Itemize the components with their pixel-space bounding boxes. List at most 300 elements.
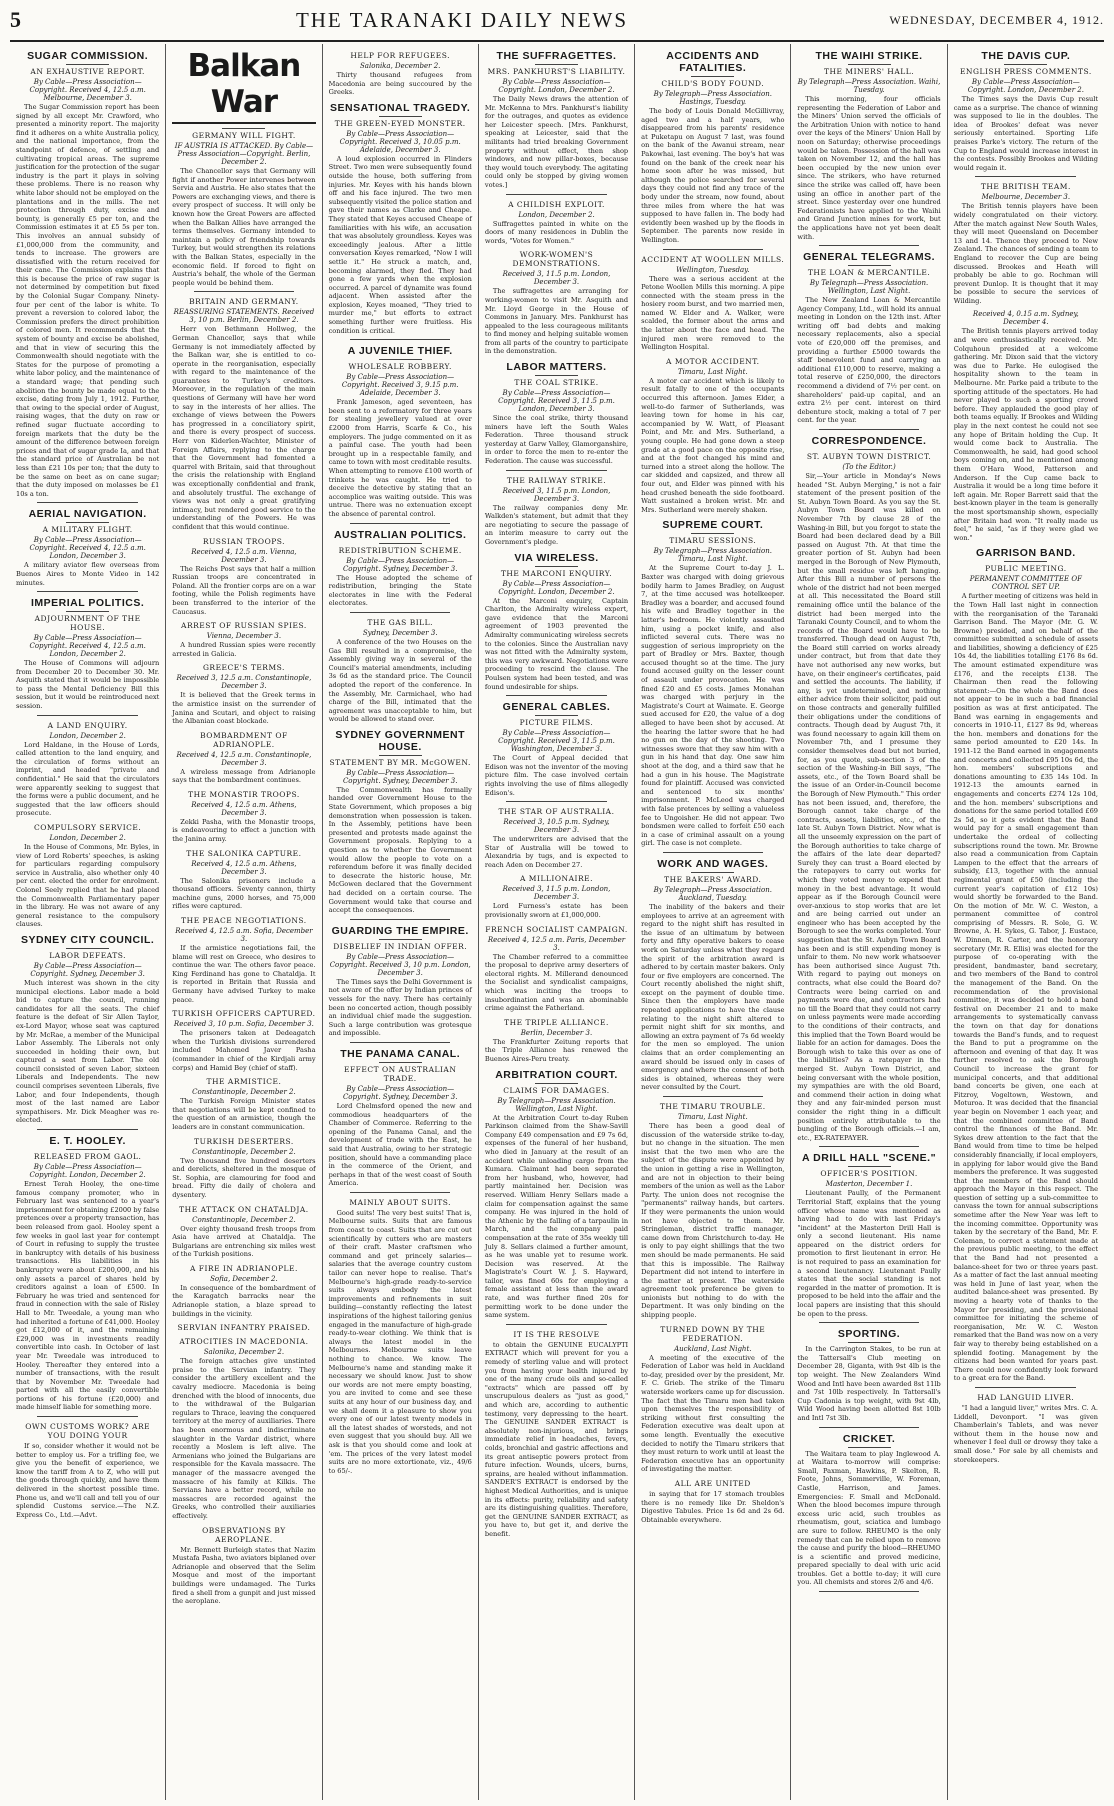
divider [691, 872, 734, 873]
article [16, 934, 159, 1130]
article-body: Frank Jameson, aged seventeen, has been sent to a reformatory for three years for stealing jewellery valued at over £2000 from Harris, Scarfe & Co., his employers. The judge commented on it as a painful case. The youth had been brought up in a respectable family, and came to town with most creditable results. When attempting to remove £100 worth of trinkets he was caught. He tried to deceive the detective by stating that an accomplice was waiting outside. This was untrue. There was no extenuation except the absence of parental control. [328, 398, 472, 518]
article-subheading: OFFICER'S POSITION. [820, 1169, 918, 1179]
article [329, 618, 472, 724]
article-dateline: Wellington, Tuesday. [676, 265, 750, 274]
article-body: The Turkish Foreign Minister states that negotiations will be kept confined to the question of an armistice, though the leaders are in constant communication. [172, 1097, 316, 1131]
article-subheading: A MILITARY FLIGHT. [42, 525, 133, 535]
article-subheading: ARREST OF RUSSIAN SPIES. [181, 621, 307, 631]
article [16, 1422, 159, 1519]
article-headline: Balkan War [172, 48, 315, 124]
article [954, 547, 1098, 1388]
article-headline: THE WAIHI STRIKE. [815, 50, 923, 62]
article-body: There was a serious accident at the Petone Woollen Mills this morning. A pipe connected with the steam press in the hosiery room burst, and two married men, named W. Elder and A. Walker, were scalded, the former about the arms and the latter about the face and head. The injured men were removed to the Wellington Hospital. [641, 274, 785, 352]
article [172, 790, 315, 844]
article-headline: AUSTRALIAN POLITICS. [333, 528, 467, 541]
divider [848, 1447, 891, 1448]
column-2 [166, 44, 322, 1800]
article-subheading: ACCIDENT AT WOOLLEN MILLS. [641, 254, 785, 264]
article-body: A military aviator flew overseas from Buenos Aires to Monte Video in 142 minutes. [16, 561, 160, 587]
article-divider [663, 852, 763, 853]
article-subheading: THE STAR OF AUSTRALIA. [498, 807, 615, 817]
article [485, 925, 628, 1013]
article-headline: GUARDING THE EMPIRE. [331, 924, 469, 937]
article-body: The underwriters are advised that the Star of Australia will be towed to Alexandria by tugs, and is expected to reach Aden on December 27. [484, 835, 629, 869]
article-subheading: BOMBARDMENT OF ADRIANOPLE. [200, 730, 288, 749]
article-divider [975, 176, 1076, 177]
divider [66, 522, 109, 523]
article [16, 721, 159, 818]
article-dateline: By Telegraph—Press Association. Wellington, Last Night. [809, 279, 929, 296]
article-body: At the Supreme Court to-day J. L. Baxter was charged with doing grievous bodily harm to James Bradley, on August 7, at the time accused was hotelkeeper. Bradley was a boarder, and accused found his wife and Bradley together in the latter's bedroom. He violently assaulted him, using a pocket knife, and also inflicted several cuts. There was no suggestion of serious impropriety on the part of Bradley or Mrs. Baxter, though accused thought so at the time. The jury found accused guilty on the lesser count of assault under provocation. He was fined £20 and £5 costs. James Monahan was charged with perjury in the Magistrate's Court at Waimate. E. George sued accused for £20, the value of a dog alleged to have been shot by accused. At the hearing the latter swore that he had no gun on the day of the shooting. Two witnesses swore that they saw him with a gun in his hand that day. One saw him shoot at the dog, and a third saw that he had a gun in his house. The Magistrate found for plaintiff. Accused was convicted and sentenced to six months' imprisonment. P. McLeod was charged with false pretences by selling a valueless fee to Ungoisher. He did not appear. Two bondsmen were called to forfeit £50 each in a case of criminal assault on a young girl. The case is not complete. [641, 564, 785, 848]
article-divider [37, 1129, 137, 1130]
article-dateline: By Cable—Press Association—Copyright. Received 4, 12.5 a.m. London, December 3. [29, 536, 146, 561]
article-headline: SENSATIONAL TRAGEDY. [330, 101, 471, 114]
article-body: The Daily News draws the attention of Mr. McKenna to Mrs. Pankhurst's liability for the outrages, and quotes as evidence her Leicester speech. [Mrs. Pankhurst, speaking at Leicester, said that the militants had tried breaking Government property without effect, then shop windows, and now pillar-boxes, because they would touch everybody. The agitating could only be stopped by giving women votes.] [484, 95, 629, 189]
article-body: This morning, four officials representing the Federation of Labor and the Miners' Union served the officials of the Arbitration Union with notice to hand over the keys of the Miners' Union Hall by noon on Saturday; otherwise proceedings would be taken. Possession of the hall was taken on November 12, and the hall has been occupied by the new union ever since. The strikers, who have returned since the strike was called off, have been using an office in another part of the street. Since yesterday over one hundred Federationists have applied to the Waihi and Grand Junction mines for work, but the applications have not yet been dealt with. [797, 95, 941, 241]
article-subheading: EFFECT ON AUSTRALIAN TRADE. [343, 1064, 457, 1083]
divider [691, 76, 734, 77]
article-headline: GARRISON BAND. [975, 547, 1076, 560]
article-dateline: Received 4, 12.5 a.m. Constantinople, December 3. [176, 750, 312, 767]
article-subheading: WHOLESALE ROBBERY. [348, 362, 452, 372]
article-body: In the Carrington Stakes, to be run at the Tattersall's Club meeting on December 28, Giganta, with 9st 4lb is the top weight. The New Zealanders Wind Wood and Intl have been awarded 8st 11lb and 7st 10lb respectively. In Tattersall's Cup Cadonia is top weight, with 9st 4lb, Wild Wood having been allotted 8st 10lb and Intl 7st 3lb. [797, 1345, 941, 1422]
article [172, 297, 315, 531]
article-body: Thirty thousand refugees from Macedonia are being succoured by the Greeks. [328, 71, 472, 97]
article-dateline: Masterton, December 1. [825, 1180, 913, 1189]
article-subheading: STATEMENT BY MR. McGOWEN. [329, 757, 471, 767]
article-dateline: Timaru, Last Night. [677, 1113, 748, 1121]
article-headline: SPORTING. [837, 1328, 901, 1341]
article-subheading: DISBELIEF IN INDIAN OFFER. [333, 941, 468, 951]
article [329, 345, 472, 523]
article [16, 823, 159, 929]
article-headline: WORK AND WAGES. [657, 857, 769, 870]
divider [535, 1083, 578, 1084]
article-dateline: Received 3, 11.5 p.m. London, December 3. [502, 885, 611, 902]
article-subheading: A MOTOR ACCIDENT. [666, 356, 760, 366]
article-dateline: Received 3, 10 p.m. Sofia, December 3. [173, 1020, 314, 1029]
divider [535, 375, 578, 376]
article [485, 50, 628, 195]
article-dateline: By Cable—Press Association—Copyright. Received 4, 12.5 a.m. London, December 2. [29, 634, 146, 659]
article-headline: SYDNEY CITY COUNCIL. [20, 933, 155, 946]
article-subheading: THE MINERS' HALL. [824, 67, 915, 76]
article-body: The House adopted the scheme of redistribution, bringing the State electorates in line with the Federal electorates. [328, 573, 472, 608]
article-body: The Chamber referred to a committee the proposal to deprive army deserters of electoral rights. M. Millerand denounced the Socialist and syndicalist campaigns, which was inciting the troops to insubordination and was an abominable crime against the Fatherland. [484, 952, 629, 1013]
article [485, 1069, 628, 1325]
article-subheading: ST. AUBYN TOWN DISTRICT. [806, 452, 932, 461]
article-dateline: Constantinople, December 2. [192, 1147, 296, 1156]
article-body: The railway companies deny Mr. Walkden's statement, but admit that they are negotiating to secure the passage of an interim measure to carry out the Government's pledge. [484, 503, 629, 546]
article-subheading: A CHILDISH EXPLOIT. [508, 199, 605, 209]
article-headline: CRICKET. [842, 1432, 896, 1445]
article-body: Over eighty thousand fresh troops from Asia have arrived at Chataldja. The Bulgarians are entrenching six miles west of the Turkish positions. [172, 1224, 316, 1259]
article-dateline: Received 4, 0.15 a.m. Sydney, December 4. [972, 310, 1079, 327]
article-divider [350, 612, 450, 613]
divider [848, 265, 891, 266]
article-dateline: By Cable—Press Association—Copyright. London, December 2. [498, 78, 615, 94]
article-dateline: By Telegraph—Press Association. Hastings, Tuesday. [653, 90, 772, 106]
divider [379, 1062, 422, 1063]
article-body: A motor car accident which is likely to result fatally to one of the occupants occurred this afternoon. James Elder, a well-to-do farmer of Sutherlands, was leaving town for home in his car, accompanied by W. Watt, of Pleasant Point, and Mr. and Mrs. Sutherland, a young couple. He had gone down a steep grade at a good pace on the opposite rise, and at the foot changed his mind and turned into a street along the hollow. The car skidded and capsized, and threw all four out, and Elder was pinned with his head crushed beneath the side footboard. Watt sustained a broken wrist. Mr. and Mrs. Sutherland were merely shaken. [641, 376, 785, 514]
article-subheading: OWN CUSTOMS WORK? ARE YOU DOING YOUR [25, 1422, 151, 1441]
article-dateline: By Cable—Press Association—Copyright. Received 3, 11.5 p.m. London, December 3. [498, 389, 615, 414]
article-headline: IMPERIAL POLITICS. [31, 597, 145, 610]
article-body: The New Zealand Loan & Mercantile Agency Company, Ltd., will hold its annual meeting in London on the 12th inst. After writing off bad debts and making necessary replacements, also a special vote of £20,000 off the premises, and providing a further £5000 towards the staff benevolent fund and carrying an additional £110,000 to reserve, making a total reserve of £250,000, the directors recommend a dividend of 7½ per cent. on shareholders' paid-up capital, and an extra 2½ per cent. interest on third debenture stock, making a total of 7 per cent. for the year. [797, 296, 941, 425]
article-body: In consequence of the bombardment of the Karagatch barracks near the Adrianople station, a blaze spread to buildings in the vicinity. [172, 1283, 316, 1318]
article-subheading: THE MONASTIR TROOPS. [188, 789, 300, 799]
article-body: The foreign attaches give unstinted praise to the Servian infantry. They consider the artillery excellent and the cavalry mediocre. Macedonia is being drenched with the blood of innocents, due to the withdrawal of the Bulgarian regulars to Thrace, leaving the conquered territory at the mercy of auxiliaries. There has been enormous and indiscriminate slaughter in the Vardar district, where recently a Moslem is left alive. The Armenians who joined the Bulgarians are responsible for the Kavala massacre. The manager of the massacre avenged the massacre of his family at Kilkis. The Servians have a better record, while no massacres are recorded against the Greeks, who controlled their auxiliaries effectively. [172, 1357, 316, 1520]
article-dateline: Auckland, Last Night. [674, 1344, 752, 1353]
article-body: The Waitara team to play Inglewood A. at Waitara to-morrow will comprise: Small, Paxman, Hawkins, P. Skelton, R. Foote, Johns, Sommerville, W. Foreman, Castle, Harrison, and James. Emergencies: F. Small and McDonald. When the blood becomes impure through excess uric acid, such troubles as rheumatism, gout, sciatica and lumbago are sure to follow. RHEUMO is the only remedy that can be relied upon to remove the cause and purify the blood—RHEUMO is a scientific and proved medicine, prepared specially to deal with uric acid troubles. Get a bottle to-day; it will cure you. All chemists and stores 2/6 and 4/6. [797, 1449, 941, 1587]
article-dateline: Salonika, December 2. [203, 1348, 285, 1357]
article-divider [975, 1387, 1076, 1388]
article-body: In the House of Commons, Mr. Byles, in view of Lord Roberts' speeches, is asking for particulars regarding compulsory service in Australia, also whether only 40 per cent. elected the order for enrolment. Colonel Seely replied that he had placed the Commonwealth Parliamentary paper in the library. He was not aware of any general resistance to the compulsory clauses. [16, 843, 160, 929]
article-subheading: REDISTRIBUTION SCHEME. [338, 545, 462, 555]
article-subheading: TURKISH DESERTERS. [194, 1136, 294, 1146]
article-body: A conference of the two Houses on the Gas Bill resulted in a compromise, the Assembly giving way in several of the Council's material amendments, including 3s 6d as the standard price. The Council adopted the report of the conference. In the Assembly, Mr. Carmichael, who had charge of the Bill, intimated that the agreement was unacceptable to him, but would be allowed to stand over. [328, 637, 472, 724]
column-3 [323, 44, 479, 1800]
article-body: The British tennis players have been widely congratulated on their victory. After the match against New South Wales, they will meet Queensland on December 13 and 14. Thence they proceed to New Zealand. The chances of sending a team to England to recover the Cup are being discussed. Brookes and Heath will probably be able to go. Rochman will prevent Dunlop. It is thought that it may be possible to secure the services of Wilding. [953, 202, 1098, 305]
article-dateline: By Cable—Press Association—Copyright. Sydney, December 3. [342, 556, 458, 573]
article-dateline: By Cable—Press Association—Copyright. Sydney, December 3. [30, 961, 145, 978]
article [485, 552, 628, 697]
article-divider [663, 1096, 763, 1097]
article-subheading: MRS. PANKHURST'S LIABILITY. [487, 67, 626, 76]
article-subheading: THE BAKERS' AWARD. [664, 874, 762, 884]
article [172, 1337, 315, 1520]
article-divider [37, 502, 137, 503]
article [954, 182, 1098, 305]
article-body: Suffragettes painted in white on the doors of many residences in Dublin the words, "Votes for Women." [484, 219, 629, 245]
divider [691, 533, 734, 534]
article-body: The Salonika prisoners include a thousand officers. Seventy cannon, thirty machine guns, 2000 horses, and 75,000 rifles were captured. [172, 876, 316, 911]
article [16, 508, 159, 592]
article [641, 1325, 784, 1474]
article [797, 251, 940, 430]
article-body: The Times says the Delhi Government is not aware of the offer by Indian princes of vessels for the navy. There has certainly been no concerted action, though possibly an individual chief made the suggestion. Such a large contribution was grotesque and impossible. [328, 977, 472, 1038]
article-divider [37, 715, 137, 716]
article [641, 255, 784, 352]
article-dateline: Constantinople, December 2. [192, 1088, 296, 1097]
article-dateline: PERMANENT COMMITTEE OF CONTROL SET UP. [969, 575, 1082, 592]
article-subheading: GERMANY WILL FIGHT. [192, 131, 296, 140]
article-divider [350, 523, 450, 524]
article-dateline: By Telegraph—Press Association. Wellington, Last Night. [497, 1096, 616, 1113]
article-divider [819, 245, 919, 246]
article-headline: A DRILL HALL "SCENE." [802, 1152, 937, 1165]
article-divider [819, 1322, 919, 1323]
article-body: If the armistice negotiations fail, the blame will rest on Greece, who desires to continue the war. The others favor peace. King Ferdinand has gone to Chataldja. It is reported in Britain that Russia and Germany have advised Turkey to make peace. [172, 944, 316, 1004]
article-dateline: Received 4, 12.5 a.m. Paris, December 3. [487, 935, 626, 952]
article-body: Ernest Terah Hooley, the one-time famous company promoter, who in February last was sentenced to a year's imprisonment for obtaining £2000 by false pretences over a property transaction, has been released from gaol. Hooley spent a few weeks in gaol last year for contempt of Court in refusing to supply the trustee in bankruptcy with details of his business transactions. His liabilities in his bankruptcy were about £200,000, and his only assets a parcel of shares held by creditors against a loan of £500. In February he was tried and sentenced for fraud in connection with the sale of Risley Hall to Mr. Tweedale, a young man who had inherited a fortune of £41,000. Hooley got £12,000 of it, and the remaining £29,000 was in investments readily convertible into cash. In October of last year Mr. Tweedale was introduced to Hooley. Thereafter they entered into a number of transactions, with the result that by November Mr. Tweedale had parted with all the easily convertible portions of his fortune (£20,000) and made himself liable for something more. [16, 1180, 160, 1412]
divider [222, 128, 265, 129]
article [797, 435, 940, 1147]
article [172, 663, 315, 725]
article-dateline: Vienna, December 3. [206, 632, 282, 641]
article-subheading: TURNED DOWN BY THE FEDERATION. [660, 1324, 766, 1343]
article-body: Lord Chelmsford opened the new and commodious headquarters of the Chamber of Commerce. Referring to the opening of the Panama Canal, and the development of trade with the East, he said that Australia, owing to her strategic position, should have a commanding place in the commerce of the Orient, and perhaps in that of the west coast of South America. [328, 1101, 472, 1188]
article-headline: GENERAL CABLES. [502, 701, 611, 714]
article-dateline: By Cable—Press Association—Copyright. Received 3, 10.05 p.m. Adelaide, December 3. [339, 129, 461, 154]
article-dateline: Berlin, December 3. [520, 1028, 593, 1037]
divider [535, 715, 578, 716]
article-body: Lord Haldane, in the House of Lords, called attention to the land enquiry, and the circulation of forms without an imprint, and headed "private and confidential." He said that the circulators were apparently seeking to suggest that the forms were a public document, and he suggested that the law officers should prosecute. [16, 740, 160, 818]
article-dateline: By Cable—Press Association—Copyright. Received 4, 12.5 a.m. Melbourne, December 3. [29, 78, 146, 102]
divider [379, 755, 422, 756]
article-dateline: Received 3, 12.5 a.m. Constantinople, December 3. [176, 674, 312, 691]
divider [66, 948, 109, 949]
article-divider [506, 801, 606, 802]
article [485, 807, 628, 869]
article [641, 50, 784, 250]
article-headline: ACCIDENTS AND FATALITIES. [666, 50, 760, 74]
divider [1004, 561, 1047, 562]
article-subheading: RUSSIAN TROOPS. [202, 536, 286, 546]
column-7 [948, 44, 1104, 1800]
article-dateline: Received 4, 12.5 a.m. Sofia, December 3. [175, 927, 313, 944]
article-subheading: THE RAILWAY STRIKE. [506, 475, 607, 485]
article-body: The Frankfurter Zeitung reports that the Triple Alliance has renewed the Buenos Aires-Peru treaty. [484, 1037, 629, 1063]
article-headline: SYDNEY GOVERNMENT HOUSE. [335, 728, 466, 753]
article [16, 597, 159, 716]
article-divider [350, 919, 450, 920]
article-body: Lord Furness's estate has been provisionally sworn at £1,000,000. [484, 902, 629, 920]
divider [535, 64, 578, 65]
article-body: A wireless message from Adrianople says that the bombardment continues. [172, 767, 316, 785]
divider [66, 1149, 109, 1150]
article-subheading: LABOR DEFEATS. [49, 950, 126, 960]
article-subheading: PICTURE FILMS. [519, 718, 594, 728]
article-subheading: THE GREEN-EYED MONSTER. [334, 118, 466, 128]
article-dateline: Salonika, December 2. [360, 62, 441, 70]
article-headline: LABOR MATTERS. [506, 361, 607, 374]
article-body: to obtain the GENUINE EUCALYPTI EXTRACT which will prevent for you a remedy of sterling value and will protect you from having your health injured by one of the many crude oils and so-called "extracts" which are passed off by unscrupulous dealers as "just as good," and which are, according to authentic testimony, very depressing to the heart. The GENUINE SANDER EXTRACT is absolutely non-injurious, and brings immediate relief in headaches, fevers, colds, bronchial and gastric affections and its great antiseptic powers protect from future infection. Wounds, ulcers, burns, sprains, are healed without inflammation. SANDER'S EXTRACT is endorsed by the highest Medical Authorities, and is unique in its effects: purity, reliability and safety are its distinguishing qualities. Therefore, get the GENUINE SANDER EXTRACT, as you have to, but get it, and derive the benefit. [484, 1340, 629, 1538]
article-subheading: CLAIMS FOR DAMAGES. [503, 1085, 610, 1095]
article-subheading: AN EXHAUSTIVE REPORT. [30, 67, 145, 76]
article-body: Sir,—Your article in Monday's News headed "St. Aubyn Merging," is not a fair statement of the present position of the St. Aubyn Town Board. As you say the St. Aubyn Town Board was killed on November 7th by clause 28 of the Washing-in Bill, but you forgot to state the Board had been declared dead by a Bill passed on August 7th. At that time the greater portion of St. Aubyn had been merged in the Borough of New Plymouth, but the small residue was left hanging. After this Bill a number of persons the whole of the district had not been merged at all. This necessitated the Board still remaining office until the balance of the district had been merged into the Taranaki County Council, and to whom the records of the Board would have to be transferred. Though dead on August 7th, the Board still carried on works already under contract, but from that date they have not authorised any new works, but have, on their engineer's certificates, paid and settled the accounts. The liability, if any, is yet undetermined, and nothing either advice from their solicitor, paid out on those contracts and generally fulfilled their obligations under the conditions of contracts. Though dead by August 7th, it was found necessary to again kill them on November 7th, and I presume they consider themselves dead but not buried, for, as you quote, sub-section 3 of the section of the Washing-in Bill says, "The assets, etc., of the Town Board shall be the issue of an Order-in-Council become the Borough of New Plymouth." This order has not been issued, and, therefore, the Borough cannot take charge of the contracts, assets, liabilities, etc., of the late St. Aubyn Town District. Now what is all the unseemly expression on the part of the Borough authorities to take charge of the affairs of the late dear departed? Surely they can trust a Board elected by the ratepayers to carry out works for which they voted money to expend that money in the best advantage. It would appear as if the Borough Council were over-anxious to stop works that are let and are being carried out under an engineer who has been accepted by the Borough to see the works completed. Your suggestion that the St. Aubyn Town Board has been and is still expending money is unfair to them. No new work whatsoever has been authorised since August 7th. With regard to paying out moneys on contracts, what else could the Board do? Contracts were being carried on and payments were due, and contractors had no till the Board that they could not carry on unless payments were made according to the conditions of their contracts, and this implied that the Town Board would be liable for an action for damages. Does the Borough wish to take this over as one of the liabilities? As a ratepayer in the merged St. Aubyn Town District, and being conversant with the whole position, my sympathies are with the old Board, and commend their action in doing what they and any fair-minded person must consider the right thing in a difficult position entirely attributable to the bungling of the Borough officials.—I am, etc., EX-RATEPAYER. [797, 472, 941, 1142]
article [172, 1009, 315, 1072]
article-subheading: OBSERVATIONS BY AEROPLANE. [202, 1525, 286, 1544]
masthead [10, 0, 1104, 42]
article [172, 621, 315, 658]
article-dateline: By Cable—Press Association—Copyright. Received 3, 10 p.m. London, December 3. [329, 952, 471, 977]
article-dateline: Received 3, 11.5 p.m. London, December 3. [502, 270, 611, 287]
article [485, 874, 628, 919]
article-divider [350, 1042, 450, 1043]
article-dateline: Timaru, Last Night. [677, 367, 748, 376]
article-body: Lieutenant Paully, of the Permanent Territorial Staff, explains that the young officer whose name was mentioned as having had to do with last Friday's "incident" at the Masterton Drill Hall is only a second lieutenant. His name appeared on the district orders for promotion to first lieutenant in error. He is not required to pass an examination for a second lieutenancy. Lieutenant Paully states that the social standing is not regarded in the matter of promotion. It is proposed to be held into the affair and the local papers are insisting that this should be open to the press. [797, 1189, 941, 1318]
article [172, 916, 315, 1004]
article-body: The suffragettes are arranging for working-women to visit Mr. Asquith and Mr. Lloyd George in the House of Commons in January. Mrs. Pankhurst has appealed to the less courageous militants to find money and helping suitable women from all parts of the country to participate in the demonstration. [484, 287, 629, 356]
article [172, 1264, 315, 1318]
article [329, 729, 472, 920]
article-dateline: Melbourne, December 3. [981, 193, 1071, 202]
article-dateline: Sofia, December 2. [210, 1274, 278, 1283]
article [485, 1018, 628, 1064]
divider [535, 566, 578, 567]
article-subheading: BRITAIN AND GERMANY. [189, 297, 299, 307]
article-divider [506, 470, 606, 471]
article-body: The Court of Appeal decided that Edison was not the inventor of the moving picture film. The case involved certain rights involving the use of films allegedly Edison's. [484, 754, 629, 797]
article-body: "I had a languid liver," writes Mrs. C. A. Liddell, Devonport. "I was given Chamberlain's Tablets, and was never without them in the house now and whenever I feel dull or drowsy they take a small dose." For sale by all chemists and storekeepers. [953, 1403, 1098, 1464]
divider [379, 116, 422, 117]
article-subheading: COMPULSORY SERVICE. [33, 823, 142, 832]
article-dateline: By Cable—Press Association—Copyright. Received 3, 11.5 p.m. Washington, December 3. [498, 729, 615, 754]
divider [1004, 64, 1047, 65]
article-divider [506, 1324, 606, 1325]
article [641, 519, 784, 853]
article-body: in saying that for 17 stomach troubles there is no remedy like Dr. Sheldon's Digestive Tabules. Price 1s 6d and 2s 6d. Obtainable everywhere. [641, 1489, 785, 1524]
newspaper-title: THE TARANAKI DAILY NEWS [295, 7, 629, 32]
column-4 [479, 44, 635, 1800]
article-subheading: THE MARCONI ENQUIRY. [500, 568, 613, 578]
article-divider [37, 1416, 137, 1417]
article-divider [194, 291, 294, 292]
article-dateline: Constantinople, December 2. [192, 1215, 296, 1224]
article [16, 50, 159, 503]
article-subheading: THE ATTACK ON CHATALDJA. [179, 1204, 309, 1214]
article-divider [819, 1427, 919, 1428]
article-divider [819, 1146, 919, 1147]
article [172, 1077, 315, 1131]
article-body: The inability of the bakers and their employees to arrive at an agreement with regard to the night shift has resulted in the issue of an ultimatum by between forty and fifty operative bakers to cease work on Saturday unless what they regard the spirit of the arbitration award is adhered to by certain master bakers. Only four or five employers are concerned. The Court recently abolished the night shift, except on the payment of double time. Since then the employers have made repeated applications to have the clause relating to the night shift altered to permit night shift for six months, and allowing an extra payment of 7s 6d weekly for the men so employed. The union claims that an order complementing an award should be issued only in cases of emergency and where the consent of both sides is obtained, whereas they were never consulted by the Court. [641, 902, 785, 1092]
article [329, 102, 472, 340]
article-body: A meeting of the executive of the Federation of Labor was held in Auckland to-day, presided over by the president, Mr. F. C. Grieb. The strike of the Timaru waterside workers came up for discussion. The fact that the Timaru men had taken upon themselves the responsibility of striking without first consulting the Federation executive was dealt upon at some length. Eventually the executive decided to notify the Timaru strikers that they must return to work until at least the Federation executive has an opportunity of investigating the matter. [641, 1353, 785, 1474]
article [172, 1323, 315, 1332]
article-subheading: ENGLISH PRESS COMMENTS. [959, 67, 1092, 76]
article-divider [350, 339, 450, 340]
article-divider [506, 194, 606, 195]
article-dateline: IF AUSTRIA IS ATTACKED. By Cable—Press Association—Copyright. Berlin, December 2. [174, 142, 314, 166]
article [329, 1048, 472, 1193]
column-6 [791, 44, 947, 1800]
article-dateline: London, December 2. [49, 731, 126, 740]
article [172, 1526, 315, 1606]
article-subheading: HAD LANGUID LIVER. [977, 1392, 1075, 1402]
article-dateline: Received 3, 10.5 p.m. Sydney, December 3. [503, 818, 610, 835]
article-divider [819, 429, 919, 430]
article-body: The British tennis players arrived today and were enthusiastically received. Mr. Colquhoun presided at a welcome gathering. Mr. Dixon said that the victory was due to Parke. He eulogised the hospitality shown to the team in Melbourne. Mr. Parke paid a tribute to the sporting attitude of the spectators. He had never played to such a sporting crowd before. They applauded the good play of both teams equally. If Brookes and Wilding play in the next contest he could not see any hope of Britain holding the Cup. It would come back to Australia. The Commonwealth, he said, had good school boys coming on, and he mentioned among them O'Hara Wood, Patterson and Anderson. If the Cup came back to Australia it would be a long time before it left again. Mr. Roper Barrett said that the best-known player in the team is generally the most sportsmanship shown, especially after Britain had won. "It really made us feel," he said, "as if they were glad we won." [953, 327, 1098, 542]
article-dateline: London, December 2. [49, 834, 126, 842]
article-body: Since the coal strike, thirty thousand miners have left the South Wales Federation. Three thousand struck yesterday at Garw Valley, Glamorganshire, in order to force the men to re-enter the Federation. The cause was successful. [484, 414, 629, 466]
article-body: If so, consider whether it would not be better to employ us. For a trifling fee, we give you the benefit of experience, we know the tariff from A to Z, who will put the goods through quickly, and have them delivered in the shortest possible time. Phone us, and we'll call and tell you of our splendid Customs service.—The N.Z. Express Co., Ltd.—Advt. [16, 1442, 160, 1519]
article-subheading: ALL ARE UNITED [674, 1478, 751, 1488]
article [172, 1205, 315, 1259]
article [797, 1328, 940, 1427]
article-subheading: GREECE'S TERMS. [202, 663, 285, 673]
article-subheading: THE SALONIKA CAPTURE. [186, 848, 302, 858]
article-subheading: MAINLY ABOUT SUITS. [349, 1197, 451, 1207]
article [797, 1152, 940, 1323]
divider [66, 64, 109, 65]
article-body: The Sugar Commission report has been signed by all except Mr. Crawford, who presented a minority report. The majority find it adheres on a white Australia policy, and the national importance, from the standpoint of defence, of settling and cultivating tropical areas. The supreme justification for the protection of the sugar industry is the part it plays in solving these problems. There is no reason why white labor should not be employed on the plantations and in the mills. The net protection through duty, excise and bounty, is generally £5 per ton, and the Commission estimates it at £5 5s per ton. This involves an annual subsidy of £1,000,000 from the community, and tends to increase. The growers are dissatisfied with the return received for their cane. The Commission explains that this is because the price of raw sugar is not determined by competition but fixed by the Colonial Sugar Company. Ninety-four per cent of the labor is white. To prevent a reversion to colored labor, the Commission prefers the direct prohibition of colored men. It recommends that the system of bounty and excise be abolished, and that in view of securing this the Commonwealth should negotiate with the States for the purpose of promoting a white labor policy, and the maintenance of a standard wage; that pending such abolition the bounty be made equal to the excise, dating from July 1, 1912. Further, that owing to the special order of August, raising wages, that the duty on raw or refined sugar fluctuate according to foreign markets that the duty be the amount of the difference between foreign prices and that of sugar grade Ia, and that the standard price of Australian be not less than £21 10s per ton; that the duty to be the same on beet as on cane sugar; that the duty imposed on molasses be £1 10s a ton. [16, 103, 160, 498]
article-subheading: THE GAS BILL. [367, 617, 434, 627]
article-body: Mr. Bennett Burleigh states that Nazim Mustafa Pasha, two aviators biplaned over Adrianople and observed that the Selim Mosque and most of the important buildings were undamaged. The Turks fired a shell from a gunpit and just missed the aeroplane. [172, 1545, 316, 1606]
article-headline: GENERAL TELEGRAMS. [803, 251, 936, 264]
article [172, 1137, 315, 1200]
article-subheading: THE BRITISH TEAM. [980, 182, 1071, 192]
article-subheading: A MILLIONAIRE. [520, 874, 593, 884]
article-body: Herr von Bethmann Hollweg, the German Chancellor, says that while Germany is not immediately affected by the Balkan war, she is entitled to co-operate in the reorganisation, especially with regard to the maintenance of the guarantees to Turkey's creditors. Moreover, in the regulation of the main questions of Germany will have her word to say in the interests of her allies. The exchange of views between the Powers has progressed in a conciliatory spirit, and there is every prospect of success. Herr von Kiderlen-Wachter, Minister of Foreign Affairs, replying to the charge that the Government had fomented a quarrel with Britain, said that throughout the crisis the relationship with England was exceptionally confidential and frank, and absolutely trustful. The exchange of views was not only a great gratifying intimacy, but rendered good service to the understanding of the Powers. He was confident that this would continue. [172, 325, 316, 531]
column-1 [10, 44, 166, 1800]
article-body: The prisoners taken at Dedeagatch when the Turkish divisions surrendered included Mahomed Javer Pasha (commander in chief of the Kirdjali army corps) and Hamid Bey (chief of staff). [172, 1029, 316, 1072]
article-body: The Reichs Post says that half a million Russian troops are concentrated in Poland. All the frontier corps are on a war footing, while the Polish regiments have been transferred to the interior of the Caucasus. [172, 564, 316, 616]
article-body: A loud explosion occurred in Flinders Street. Two men were subsequently found outside the house, both suffering from injuries. Mr. Keyes with his hands blown off and his face injured. The two men subsequently visited the police station and gave their names as Clarke and Cheape. They stated that Keyes accused Cheape of familiarities with his wife, an accusation that was absolutely groundless. Keyes was exceedingly jealous. After a little conversation Keyes remarked, "Now I will settle it." He struck a match, and, becoming alarmed, they fled. They had gone a few yards when the explosion occurred. A parcel of dynamite was found adjacent. When assisted after the explosion, Keyes moaned, "They tried to murder me," but efforts to extract something further were fruitless. His condition is critical. [328, 154, 472, 335]
article-headline: CORRESPONDENCE. [811, 435, 927, 447]
article [172, 537, 315, 617]
article-subheading: PUBLIC MEETING. [985, 564, 1067, 574]
article-subheading: TURKISH OFFICERS CAPTURED. [172, 1009, 316, 1019]
article-dateline: Received 4, 12.5 a.m. Vienna, December 3. [191, 547, 297, 564]
article [172, 731, 315, 785]
divider [848, 1342, 891, 1343]
article-subheading: HELP FOR REFUGEES. [350, 51, 451, 60]
article-body: A further meeting of citizens was held in the Town Hall last night in connection with the reorganisation of the Taranaki Garrison Band. The Mayor (Mr. G. W. Browne) presided, and on behalf of the committee submitted a schedule of assets and liabilities, showing a deficiency of £25 10s 4d, the liabilities totalling £176 8s 6d. The amount estimated expenditure was £176, and the receipts £138. The Chairman then read the following statement:—On the whole the Band does not appear to be in such a bad financial position as was at first anticipated. The Band was earning in engagements and concerts in 1910-11, £127 8s 9d, whereas the hon. members and donations for the same period amounted to £20 14s. In 1911-12 the Band earned in engagements and concerts and collected £95 10s 6d, the hon. members' subscriptions and donations amounting to £35 14s 10d. In 1912-13 the amounts earned in engagements and concerts £274 12s 10d, and the hon. members' subscriptions and donations for the same period totalled £69 2s 5d, so it gets evident that the Band would pay for a small engagement than undertake the ordeal of collecting subscriptions round the town. Mr. Browne also read a communication from Captain Lampen to the effect that the arrears of subsidy, £13, together with the annual regimental grant of £50 (including the current year's capitation of £12 10s) would shortly be forwarded to the Band. On the motion of Mr. W. C. Weston, a permanent committee of control comprising of Messrs. R. Sole, G. W. Browne, A. H. Sykes, G. Tabor, J. Eustace, W. Dinnen, R. Carter, and the honorary secretary (Mr. R. Ellis) was elected for the purpose of co-operating with the president, bandmaster, band secretary, and two members of the Band to control the management of the Band. On the recommendation of the provisional committee, it was decided to hold a band festival on December 21 and to make arrangements to systematically canvass the town on that day for donations towards the Band's funds, and to request the Band to put a programme on the afternoon and evening of that day. It was further resolved to ask the Borough Council to increase the grant for municipal concerts, and that additional band concerts be given, one each at Fitzroy, Vogeltown, Westown, and Moturoa. It was decided that the financial year begin on November 1 each year, and that the combined committee of Band control the finances of the Band. Mr. Sykes drew attention to the fact that the Band would from time to time be helped considerably financially, if local employers, in applying for labor would give the Band members the preference. It was suggested that the members of the Band should approach the Mayor in this respect. The question of setting up a sub-committee to canvass the town for annual subscriptions sometime after the New Year was left to the incoming committee. Opportunity was taken by the secretary of the Band, Mr. F. Coleman, to correct a statement made at the previous public meeting, to the effect that the Band had not presented a balance-sheet for two or three years past. As a matter of fact the last annual meeting was held in June of last year, when the audited balance-sheet was presented. By moving a hearty vote of thanks to the Mayor for presiding, and the provisional committee for initiating the scheme of reorganisation, Mr. W. C. Weston remarked that the Band was now on a very fair way to thereby being established on a splendid footing. Management by the citizens had been wanted for years past. There could now confidently look forward to a great era for the Band. [953, 592, 1098, 1383]
article-headline: THE SUFFRAGETTES. [496, 50, 617, 62]
article-body: At the Marconi enquiry, Captain Charlton, the Admiralty wireless expert, gave evidence that the Marconi agreement of 1903 prevented the Admiralty communicating wireless secrets to the colonies. Since the Australian navy was not fitted with the Admiralty system, this was very awkward. Negotiations were proceeding to rescind the clause. The Poulsen system had been tested, and was found undesirable for ships. [484, 596, 629, 691]
article-body: It is believed that the Greek terms in the armistice insist on the surrender of Janina and Scutari, and object to raising the Albanian coast blockade. [172, 691, 316, 726]
article [329, 51, 472, 97]
article [641, 858, 784, 1097]
article [797, 50, 940, 246]
article-subheading: A LAND ENQUIRY. [47, 720, 128, 730]
divider [848, 1166, 891, 1167]
article-subheading: FRENCH SOCIALIST CAMPAIGN. [485, 924, 628, 934]
divider [379, 939, 422, 940]
article-dateline: Received 4, 12.5 a.m. Athens, December 3. [191, 859, 297, 876]
divider [848, 449, 891, 450]
article [485, 701, 628, 802]
article-divider [663, 249, 763, 250]
article-subheading: RELEASED FROM GAOL. [33, 1152, 142, 1162]
article-dateline: By Cable—Press Association—Copyright. Received 3, 9.15 p.m. Adelaide, December 3. [341, 373, 459, 398]
article-body: The House of Commons will adjourn from December 20 to December 30. Mr. Asquith stated that it would be impossible to pass the Mental Deficiency Bill this session, but it would be reintroduced next session. [16, 659, 160, 711]
article [329, 925, 472, 1043]
article [485, 1330, 628, 1539]
article-dateline: Received 3, 11.5 p.m. London, December 3. [502, 486, 611, 503]
column-5 [635, 44, 791, 1800]
article [485, 476, 628, 547]
article-subheading: THE ARMISTICE. [206, 1077, 282, 1087]
article [172, 48, 315, 292]
article-dateline: London, December 2. [518, 210, 595, 219]
article [954, 310, 1098, 542]
article-dateline: Received 4, 12.5 a.m. Athens, December 3. [191, 800, 297, 817]
article-body: The Times says the Davis Cup result came as a surprise. The chance of winning was supposed to lie in the doubles. The idea of Brookes' defeat was never seriously entertained. Sporting Life praises Parke's victory. The return of the Cup to England would increase interest in the contests. Possibly Brookes and Wilding would regain it. [953, 95, 1098, 172]
article-divider [506, 695, 606, 696]
article-subheading: SERVIAN INFANTRY PRAISED. [177, 1323, 311, 1333]
article [329, 529, 472, 613]
article [954, 50, 1098, 177]
article-dateline: (To the Editor.) [842, 463, 896, 471]
article [954, 1393, 1098, 1464]
article-body: At the Arbitration Court to-day Ruben Parkinson claimed from the Shaw-Savill Company £49 compensation and £9 7s 6d, expenses of the funeral of her husband, who died in January at the result of an accident while unloading cargo from the Kumara. Claimant had been separated from her husband, who, however, had partly maintained her. Decision was reserved. William Henry Sellars made a claim for compensation against the same company. He was injured in the hold of the Athenic by the falling of a tarpaulin in March, and the company paid compensation at the rate of 35s weekly till July 8. Sellars claimed a further amount, as he was unable yet to resume work. Decision was reserved. At the Magistrate's Court W. J. S. Hayward, tailor, was fined 60s for employing a female assistant at less than the award rate, and was further fined 20s for permitting work to be done under the same system. [484, 1113, 629, 1320]
article-dateline: By Cable—Press Association—Copyright. London, December 2. [29, 1163, 146, 1180]
article-headline: ARBITRATION COURT. [495, 1068, 618, 1081]
article-headline: SUPREME COURT. [662, 519, 764, 532]
article-subheading: IT IS THE RESOLVE [513, 1329, 600, 1339]
article-subheading: THE PEACE NEGOTIATIONS. [181, 916, 307, 926]
article [329, 1198, 472, 1475]
article-body: There has been a good deal of discussion of the waterside strike to-day, but no change in the situation. The men insist that the two men who are the subject of the dispute were appointed by the union in getting a rise in Wellington, and are not in objection to their being members of the union as well as the Labor Party. The union does not recognise the "permanents" railway hands, but carters. If they were permanents the union would not have objected to them. Mr. Stringleman, district traffic manager, came down from Christchurch to-day. He is only to pay eight shillings that the two men should be made permanents. He said that this is impossible. The Railway Department did not intend to interfere in the matter at present. The waterside agreement took preference be given to unionists but nothing to do with the Department. It was only binding on the shipping people. [641, 1122, 785, 1320]
article-body: Much interest was shown in the city municipal elections. Labor made a bold bid to capture the council, running candidates for all the seats. The chief feature is the defeat of Sir Allen Taylor, ex-Lord Mayor, whose seat was captured by Mr. McRae, a member of the Municipal Labor Assembly. The Liberals not only succeeded in holding their own, but captured a seat from Labor. The old council consisted of seven Labor, sixteen Liberals and Independents. The new council comprises seventeen Liberals, five Labor, and four Independents, though most of the last named are Labor sympathisers. Mr. Dick Meagher was re-elected. [16, 978, 160, 1125]
article-dateline: By Telegraph—Press Association. Timaru, Last Night. [653, 547, 772, 564]
article-dateline: By Cable—Press Association—Copyright. Sydney, December 3. [342, 768, 458, 785]
divider [66, 611, 109, 612]
article-body: A hundred Russian spies were recently arrested in Galicia. [172, 641, 316, 658]
article-body: The Commonwealth has formally handed over Government House to the State Government, which proposes a big demonstration when possession is taken. In the Assembly, petitions have been presented and protests made against the Government proposals. Replying to a question as to whether the Government would allow the people to vote on a referendum before it was finally decided to desecrate the historic house, Mr. McGowen declared that the Government had decided on a certain course. The Government would take that course and accept the consequences. [328, 785, 472, 915]
